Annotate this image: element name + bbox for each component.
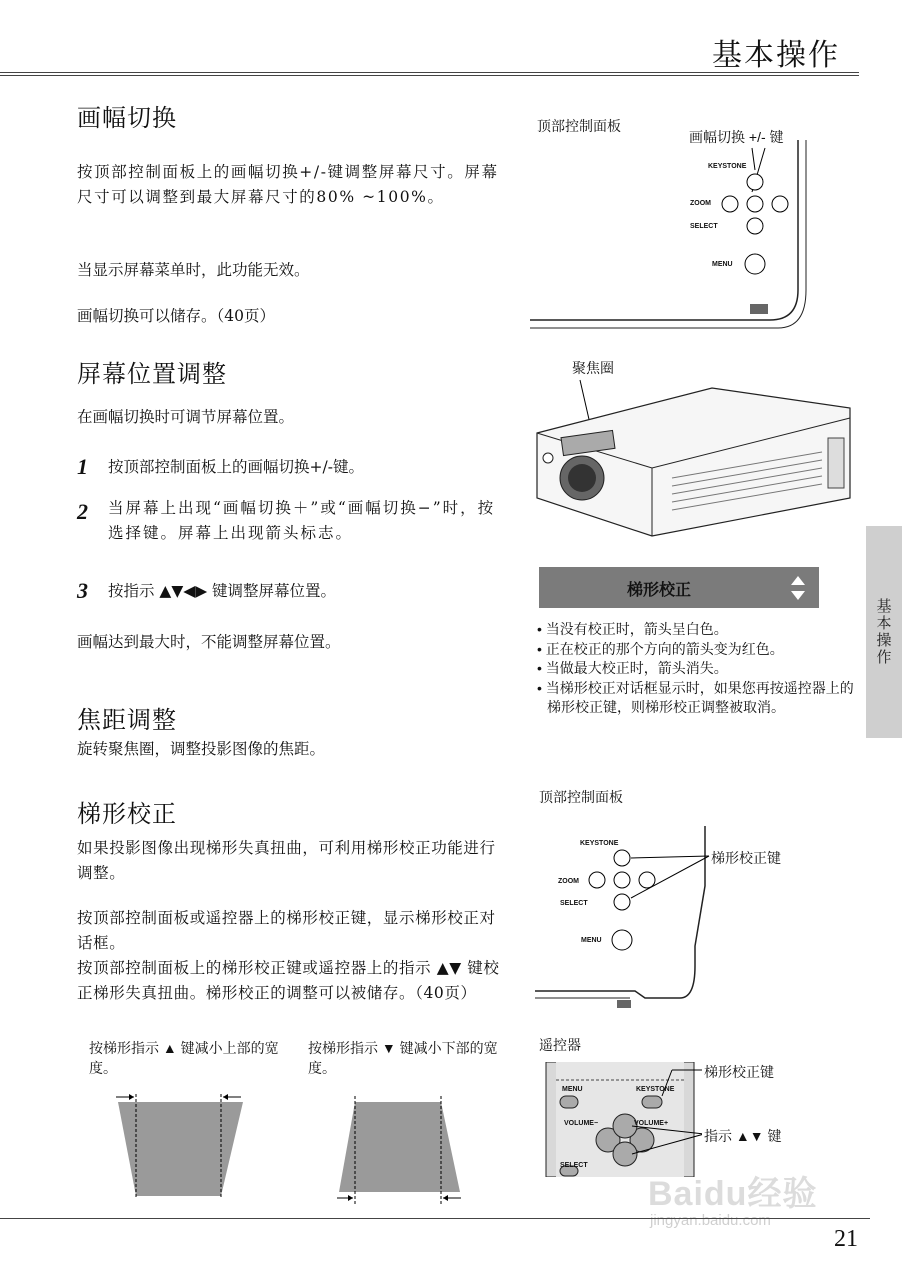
remote-volume-minus-label: VOLUME−	[564, 1120, 599, 1127]
focus-ring-label: 聚焦圈	[572, 360, 614, 376]
step-number-3: 3	[77, 578, 88, 603]
header-rule-2	[0, 75, 859, 76]
keystone-bottom-narrow-diagram	[333, 1092, 473, 1207]
list-item: • 当没有校正时，箭头呈白色。	[537, 621, 728, 637]
baidu-watermark-logo: Baidu经验	[648, 1175, 818, 1213]
remote-keystone-key-label: KEYSTONE	[636, 1086, 675, 1093]
keystone-paragraph-3: 按顶部控制面板上的梯形校正键或遥控器上的指示 ▲▼ 键校正梯形失真扭曲。梯形校正的调整可以被储存。（40页）	[77, 959, 500, 1002]
keystone-key-label-1: KEYSTONE	[708, 163, 747, 170]
top-panel-diagram-1	[530, 140, 820, 340]
screen-switch-paragraph-3: 画幅切换可以储存。（40页）	[77, 307, 275, 325]
keystone-dialog-bar	[539, 567, 819, 608]
remote-label: 遥控器	[539, 1037, 581, 1053]
keystone-key-label-2: KEYSTONE	[580, 840, 619, 847]
list-item: • 当梯形校正对话框显示时，如果您再按遥控器上的梯形校正键，则梯形校正调整被取消。	[537, 679, 854, 715]
select-key-label-2: SELECT	[560, 900, 588, 907]
keystone-key-callout: 梯形校正键	[711, 850, 781, 866]
list-item: • 正在校正的那个方向的箭头变为红色。	[537, 640, 784, 657]
remote-keystone-callout: 梯形校正键	[704, 1064, 774, 1080]
keystone-paragraph-1: 如果投影图像出现梯形失真扭曲，可利用梯形校正功能进行调整。	[77, 839, 496, 882]
focus-text: 旋转聚焦圈，调整投影图像的焦距。	[77, 740, 326, 758]
step-number-1: 1	[77, 454, 88, 479]
step-text-3: 按指示 ▲▼◀▶ 键调整屏幕位置。	[108, 582, 337, 600]
zoom-key-label-2: ZOOM	[558, 878, 579, 885]
header-rule	[0, 72, 859, 73]
screen-position-note: 画幅达到最大时，不能调整屏幕位置。	[77, 633, 341, 651]
keystone-caption-left: 按梯形指示 ▲ 键减小上部的宽度。	[89, 1040, 279, 1076]
remote-arrow-callout: 指示 ▲▼ 键	[704, 1128, 782, 1144]
remote-select-key-label: SELECT	[560, 1162, 588, 1169]
page-header-title: 基本操作	[712, 38, 840, 73]
section-title-screen-position: 屏幕位置调整	[77, 360, 227, 388]
step-text-1: 按顶部控制面板上的画幅切换+/-键。	[108, 458, 364, 476]
keystone-caption-right: 按梯形指示 ▼ 键减小下部的宽度。	[308, 1040, 498, 1076]
menu-key-label-2: MENU	[581, 937, 602, 944]
menu-key-label-1: MENU	[712, 261, 733, 268]
baidu-watermark-url: jingyan.baidu.com	[650, 1212, 771, 1229]
screen-switch-key-callout: 画幅切换 +/- 键	[689, 129, 784, 145]
screen-switch-paragraph-2: 当显示屏幕菜单时，此功能无效。	[77, 261, 310, 279]
keystone-bullets	[537, 620, 857, 718]
section-title-focus: 焦距调整	[77, 706, 177, 734]
zoom-key-label-1: ZOOM	[690, 200, 711, 207]
top-panel-label-1: 顶部控制面板	[537, 118, 621, 134]
step-text-2: 当屏幕上出现“画幅切换＋”或“画幅切换−”时，按选择键。屏幕上出现箭头标志。	[108, 499, 496, 542]
select-key-label-1: SELECT	[690, 223, 718, 230]
remote-menu-key-label: MENU	[562, 1086, 583, 1093]
keystone-paragraph-2: 按顶部控制面板或遥控器上的梯形校正键，显示梯形校正对话框。	[77, 909, 496, 952]
section-title-keystone: 梯形校正	[77, 800, 177, 828]
keystone-dialog-title: 梯形校正	[626, 580, 691, 599]
list-item: • 当做最大校正时，箭头消失。	[537, 660, 728, 676]
top-panel-label-2: 顶部控制面板	[539, 789, 623, 805]
section-title-screen-switch: 画幅切换	[77, 104, 177, 132]
screen-position-intro: 在画幅切换时可调节屏幕位置。	[77, 408, 295, 426]
page-number: 21	[834, 1226, 858, 1252]
side-chapter-tab: 基本操作	[866, 526, 902, 738]
step-number-2: 2	[77, 499, 88, 524]
keystone-top-narrow-diagram	[108, 1088, 248, 1203]
footer-rule	[0, 1218, 870, 1219]
projector-illustration	[532, 378, 858, 538]
remote-volume-plus-label: VOLUME+	[634, 1120, 669, 1127]
screen-switch-paragraph-1: 按顶部控制面板上的画幅切换+/-键调整屏幕尺寸。屏幕尺寸可以调整到最大屏幕尺寸的80% ~100%。	[77, 163, 499, 206]
top-panel-diagram-2	[535, 826, 835, 1016]
up-down-arrows-icon	[789, 575, 807, 601]
